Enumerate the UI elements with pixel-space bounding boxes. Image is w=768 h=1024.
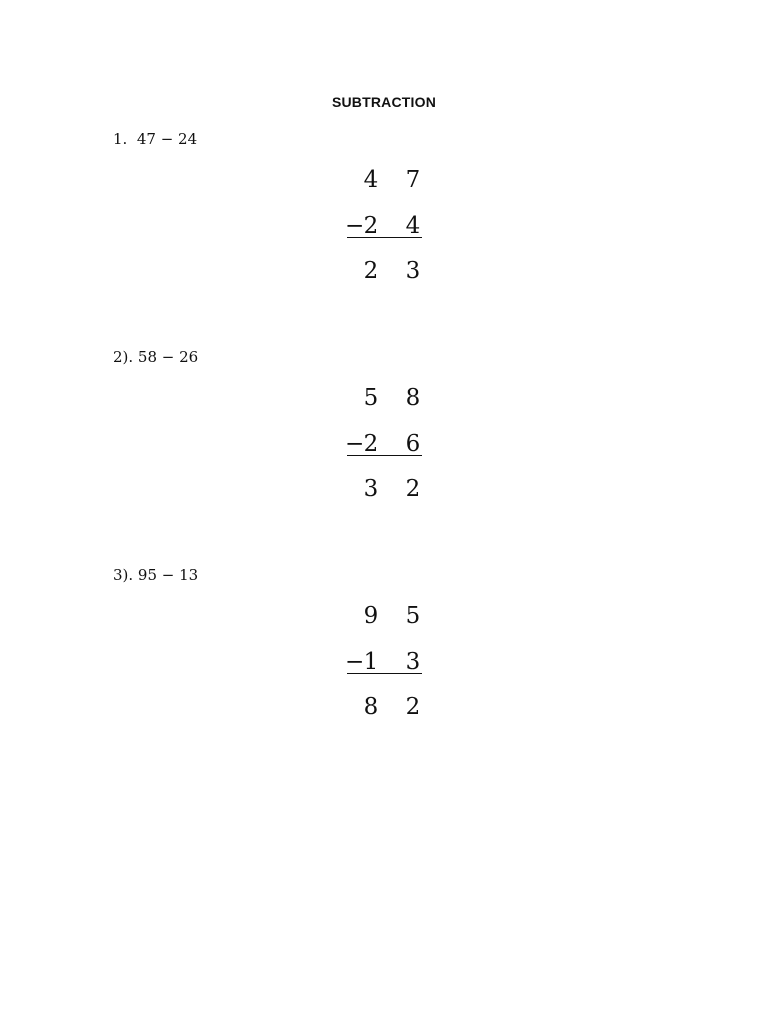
page-title: SUBTRACTION xyxy=(331,94,437,110)
bottom-ones-digit: 4 xyxy=(405,213,421,239)
result-ones-digit: 3 xyxy=(405,258,421,284)
top-tens-digit: 4 xyxy=(363,167,379,193)
top-ones-digit: 5 xyxy=(405,603,421,629)
minus-sign: − xyxy=(345,213,365,239)
top-tens-digit: 5 xyxy=(363,385,379,411)
minus-sign: − xyxy=(345,649,365,675)
subtraction-rule xyxy=(347,673,422,674)
top-ones-digit: 7 xyxy=(405,167,421,193)
bottom-ones-digit: 3 xyxy=(405,649,421,675)
bottom-tens-digit: 1 xyxy=(363,649,379,675)
subtraction-rule xyxy=(347,237,422,238)
problem-label: 1. 47 − 24 xyxy=(113,130,198,148)
result-tens-digit: 8 xyxy=(363,694,379,720)
result-ones-digit: 2 xyxy=(405,476,421,502)
result-ones-digit: 2 xyxy=(405,694,421,720)
top-ones-digit: 8 xyxy=(405,385,421,411)
problem-label: 2). 58 − 26 xyxy=(113,348,199,366)
bottom-tens-digit: 2 xyxy=(363,431,379,457)
result-tens-digit: 3 xyxy=(363,476,379,502)
subtraction-rule xyxy=(347,455,422,456)
bottom-tens-digit: 2 xyxy=(363,213,379,239)
minus-sign: − xyxy=(345,431,365,457)
top-tens-digit: 9 xyxy=(363,603,379,629)
result-tens-digit: 2 xyxy=(363,258,379,284)
bottom-ones-digit: 6 xyxy=(405,431,421,457)
problem-label: 3). 95 − 13 xyxy=(113,566,199,584)
